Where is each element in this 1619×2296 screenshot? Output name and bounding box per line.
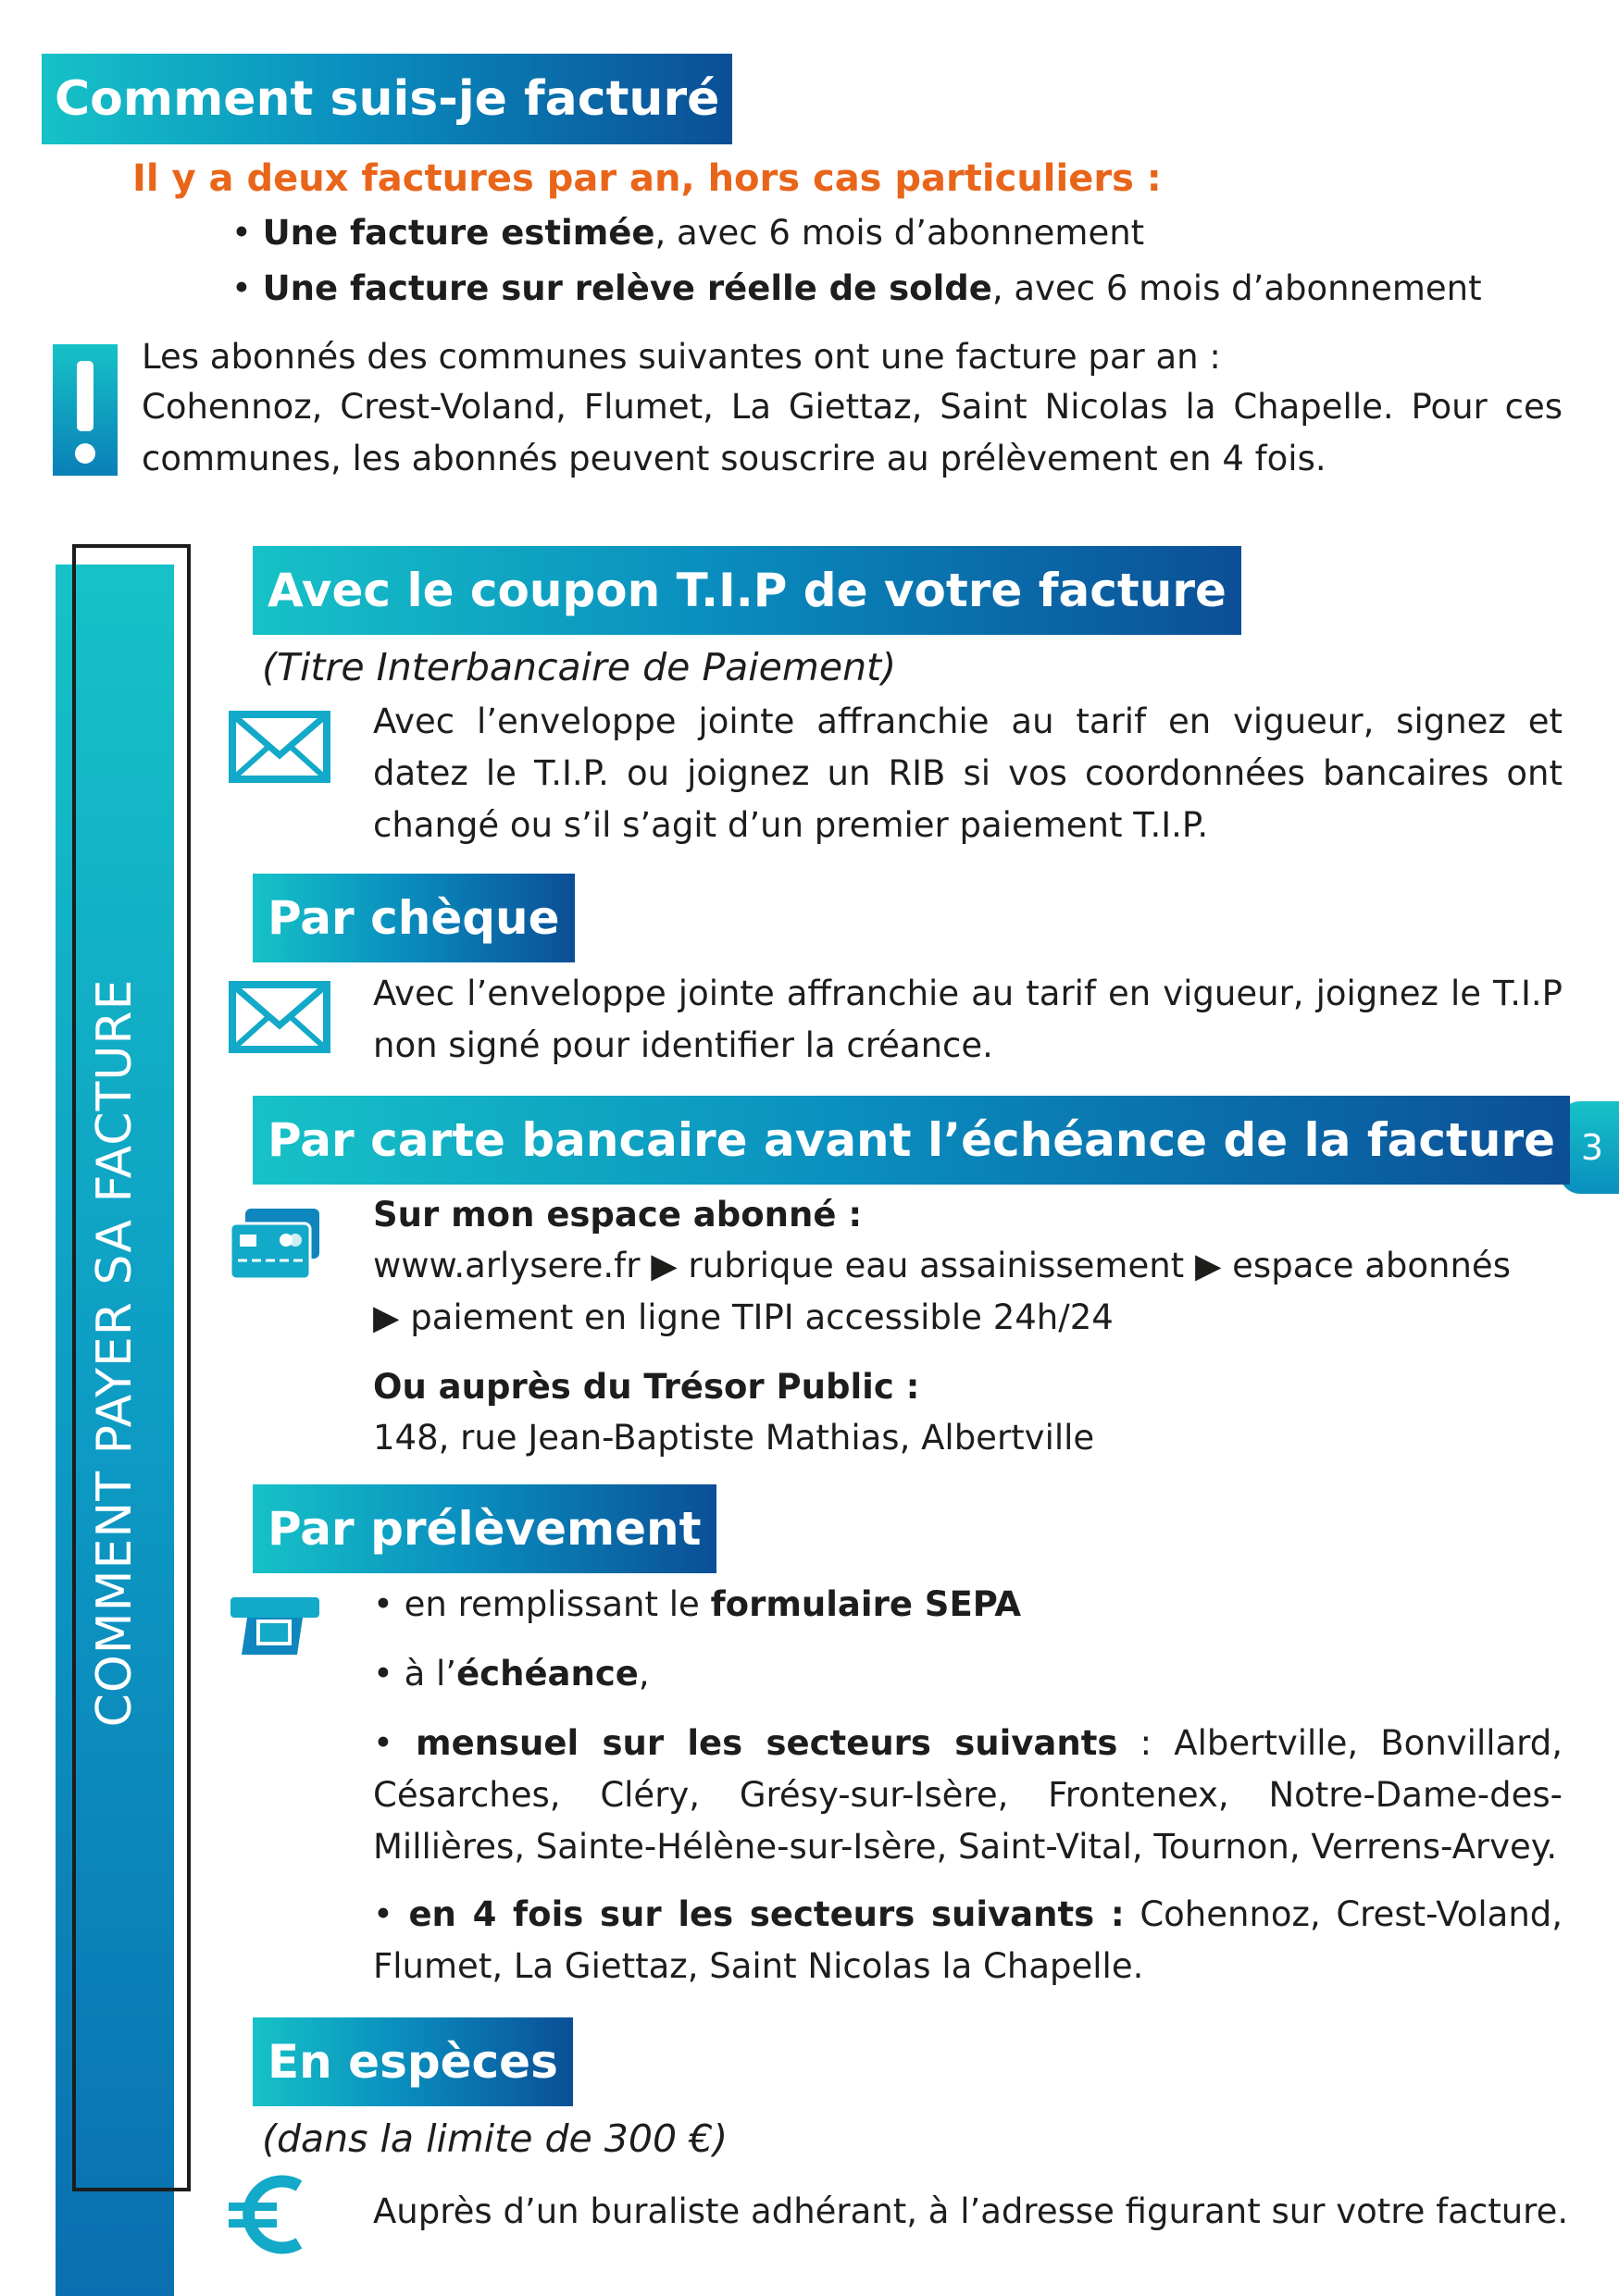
- page-title: Comment suis-je facturé: [42, 54, 732, 144]
- cheque-body: Avec l’enveloppe jointe affranchie au tarif en vigueur, joignez le T.I.P non signé pour identifier la créance.: [373, 974, 1563, 1065]
- arrow-icon: ▶: [373, 1297, 400, 1337]
- especes-body: Auprès d’un buraliste adhérant, à l’adresse figurant sur votre facture.: [373, 2191, 1569, 2231]
- arrow-icon: ▶: [651, 1246, 678, 1285]
- atm-icon: [229, 1595, 321, 1664]
- prelevement-bullet-3: • mensuel sur les secteurs suivants : Albertville, Bonvillard, Césarches, Cléry, Grésy-sur-Isère, Frontenex, Notre-Dame-des-Millières, Sainte-Hélène-sur-Isère, Saint-Vital, Tournon, Verrens-Arvey.: [373, 1723, 1563, 1867]
- page-number-tab: 3: [1560, 1101, 1619, 1194]
- sidebar-label: COMMENT PAYER SA FACTURE: [87, 978, 143, 1728]
- section-heading-especes: En espèces: [253, 2017, 573, 2106]
- card-path: www.arlysere.fr ▶ rubrique eau assainissement ▶ espace abonnés ▶ paiement en ligne TIPI accessible 24h/24: [373, 1246, 1511, 1337]
- section-heading-cheque: Par chèque: [253, 874, 575, 962]
- envelope-icon: [229, 711, 330, 787]
- prelevement-bullet-2: • à l’échéance,: [373, 1654, 650, 1694]
- exclamation-icon: [53, 344, 118, 476]
- euro-icon: [227, 2173, 310, 2260]
- card-espace-title: Sur mon espace abonné :: [373, 1195, 863, 1235]
- tip-subtitle: (Titre Interbancaire de Paiement): [262, 645, 897, 689]
- tip-body: Avec l’enveloppe jointe affranchie au tarif en vigueur, signez et datez le T.I.P. ou joignez un RIB si vos coordonnées bancaires ont changé ou s’il s’agit d’un premier paiement T.I.P.: [373, 701, 1563, 845]
- card-tresor-title: Ou auprès du Trésor Public :: [373, 1367, 920, 1407]
- arrow-icon: ▶: [1194, 1246, 1222, 1285]
- prelevement-bullet-4: • en 4 fois sur les secteurs suivants : Cohennoz, Crest-Voland, Flumet, La Giettaz, Saint Nicolas la Chapelle.: [373, 1894, 1563, 1986]
- card-tresor-address: 148, rue Jean-Baptiste Mathias, Albertville: [373, 1418, 1095, 1458]
- prelevement-bullet-1: • en remplissant le formulaire SEPA: [373, 1584, 1022, 1624]
- section-heading-card: Par carte bancaire avant l’échéance de la facture: [253, 1096, 1570, 1185]
- intro-heading: Il y a deux factures par an, hors cas particuliers :: [132, 157, 1162, 200]
- especes-subtitle: (dans la limite de 300 €): [262, 2116, 729, 2161]
- section-heading-prelevement: Par prélèvement: [253, 1484, 716, 1573]
- notice-line-2: Cohennoz, Crest-Voland, Flumet, La Giettaz, Saint Nicolas la Chapelle. Pour ces communes, les abonnés peuvent souscrire au prélèvement en 4 fois.: [142, 387, 1563, 478]
- credit-card-icon: [229, 1207, 321, 1286]
- intro-bullet-1: • Une facture estimée, avec 6 mois d’abonnement: [231, 213, 1145, 253]
- section-heading-tip: Avec le coupon T.I.P de votre facture: [253, 546, 1241, 635]
- envelope-icon: [229, 981, 330, 1057]
- intro-bullet-2: • Une facture sur relève réelle de solde, avec 6 mois d’abonnement: [231, 268, 1482, 308]
- notice-line-1: Les abonnés des communes suivantes ont une facture par an :: [142, 337, 1221, 377]
